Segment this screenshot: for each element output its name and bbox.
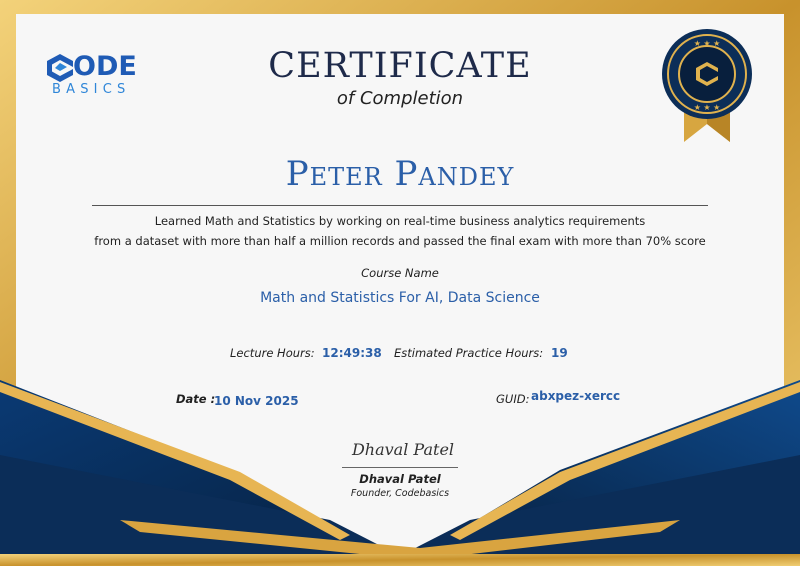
lecture-hours-label: Lecture Hours:: [230, 346, 315, 360]
course-name-label: Course Name: [361, 266, 439, 280]
date-value: 10 Nov 2025: [214, 394, 299, 408]
lecture-hours-value: 12:49:38: [322, 346, 382, 360]
signature-script: Dhaval Patel: [351, 440, 455, 459]
name-underline: [92, 205, 708, 206]
recipient-name: Peter Pandey: [285, 154, 515, 194]
guid-value: abxpez-xercc: [531, 389, 621, 403]
svg-text:★ ★ ★: ★ ★ ★: [693, 39, 721, 48]
award-medal-icon: [662, 14, 752, 144]
guid-label: GUID:: [496, 392, 530, 406]
certificate-subtitle: of Completion: [336, 88, 464, 109]
svg-text:★ ★ ★: ★ ★ ★: [693, 103, 721, 112]
signatory-name: Dhaval Patel: [359, 472, 441, 486]
description-line-2: from a dataset with more than half a million records and passed the final exam with more than 70% score: [94, 234, 706, 248]
signatory-role: Founder, Codebasics: [350, 488, 450, 499]
course-name-value: Math and Statistics For AI, Data Science: [260, 290, 540, 306]
codebasics-c-logo-icon: [47, 54, 73, 82]
certificate-description: [60, 211, 740, 251]
certificate-title: CERTIFICATE: [268, 46, 532, 86]
practice-hours-value: 19: [551, 346, 568, 360]
logo-wordmark: ODE: [73, 51, 137, 82]
signature-line: [342, 467, 458, 468]
practice-hours-label: Estimated Practice Hours:: [394, 346, 544, 360]
codebasics-logo: [47, 52, 157, 102]
logo-subtext: BASICS: [52, 82, 131, 97]
description-line-1: Learned Math and Statistics by working on real-time business analytics requirements: [154, 214, 646, 228]
date-label: Date :: [176, 392, 216, 406]
